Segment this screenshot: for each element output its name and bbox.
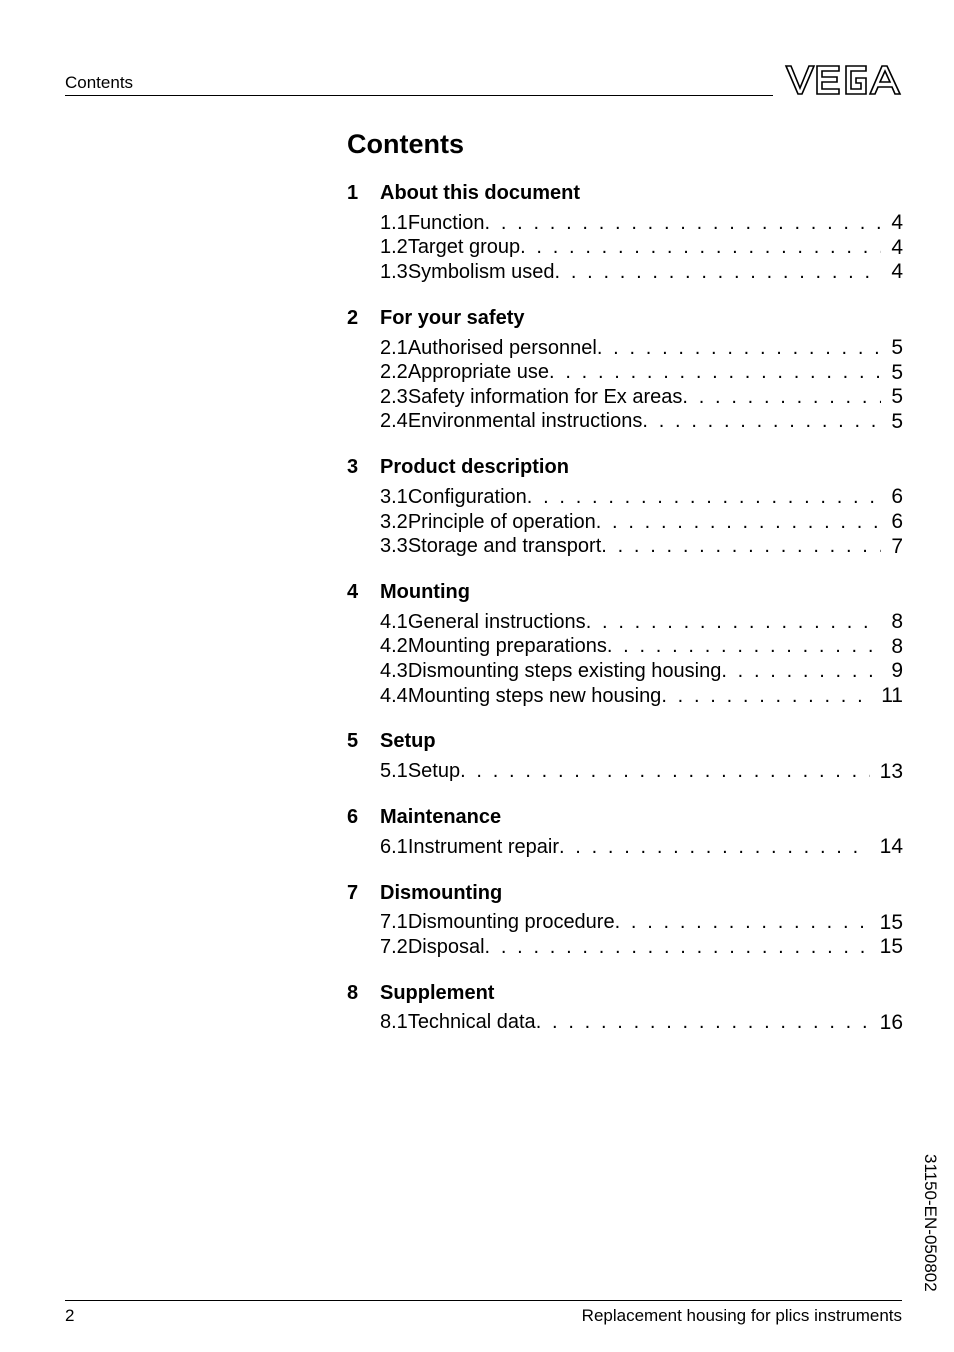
dot-leader <box>527 486 882 509</box>
dot-leader <box>661 685 871 708</box>
entry-page-number: 6 <box>891 510 903 534</box>
entry-number: 2.2 <box>380 361 408 384</box>
toc-entry[interactable] <box>347 835 903 860</box>
section-title: Product description <box>380 456 569 479</box>
dot-leader <box>549 361 881 384</box>
section-number: 3 <box>347 456 359 479</box>
entry-number: 4.2 <box>380 635 408 658</box>
vega-logo <box>784 63 902 97</box>
entry-page-number: 6 <box>891 485 903 509</box>
entry-number: 2.1 <box>380 336 408 359</box>
entry-title: Target group <box>407 236 521 259</box>
toc-section-heading[interactable] <box>347 579 903 606</box>
section-number: 2 <box>347 306 359 329</box>
entry-title: Appropriate use <box>407 361 550 384</box>
section-number: 1 <box>347 182 359 204</box>
entry-number: 7.2 <box>380 935 408 958</box>
entry-page-number: 5 <box>891 409 903 433</box>
toc-section-heading[interactable] <box>347 180 903 207</box>
toc-section <box>347 180 903 285</box>
toc-entry[interactable] <box>347 610 903 635</box>
entry-number: 4.4 <box>380 684 408 707</box>
section-title: Supplement <box>380 981 495 1004</box>
entry-title: Instrument repair <box>407 835 559 858</box>
toc-section-heading[interactable] <box>347 880 903 907</box>
entry-page-number: 4 <box>891 260 903 284</box>
entry-title: General instructions <box>407 610 586 633</box>
dot-leader <box>615 911 870 934</box>
section-title: Mounting <box>380 580 470 603</box>
entry-page-number: 4 <box>891 235 903 259</box>
entry-number: 2.3 <box>380 385 408 408</box>
toc-section <box>347 804 903 860</box>
dot-leader <box>682 386 881 409</box>
entry-number: 3.1 <box>380 485 408 508</box>
section-number: 8 <box>347 981 359 1004</box>
entry-title: Setup <box>407 760 461 783</box>
table-of-contents <box>347 180 903 1055</box>
toc-entry[interactable] <box>347 260 903 285</box>
entry-page-number: 5 <box>891 360 903 384</box>
toc-entry[interactable] <box>347 635 903 660</box>
toc-section <box>347 454 903 559</box>
toc-entry[interactable] <box>347 759 903 784</box>
toc-section-heading[interactable] <box>347 980 903 1007</box>
section-number: 6 <box>347 805 359 828</box>
entry-page-number: 9 <box>891 659 903 683</box>
entry-number: 2.4 <box>380 410 408 433</box>
entry-page-number: 15 <box>879 935 903 959</box>
document-code: 31150-EN-050802 <box>921 1154 940 1292</box>
entry-title: Dismounting steps existing housing <box>407 659 722 682</box>
header-label: Contents <box>65 73 134 92</box>
toc-entry[interactable] <box>347 684 903 709</box>
dot-leader <box>555 261 882 284</box>
entry-title: Safety information for Ex areas <box>407 385 683 408</box>
toc-entry[interactable] <box>347 236 903 261</box>
entry-page-number: 8 <box>891 610 903 634</box>
entry-number: 1.1 <box>380 211 408 234</box>
entry-page-number: 4 <box>891 211 903 235</box>
toc-entry[interactable] <box>347 336 903 361</box>
dot-leader <box>721 660 881 683</box>
section-number: 5 <box>347 730 359 753</box>
entry-page-number: 5 <box>891 336 903 360</box>
toc-section <box>347 980 903 1036</box>
entry-page-number: 14 <box>879 835 903 859</box>
entry-page-number: 15 <box>879 910 903 934</box>
entry-number: 4.3 <box>380 659 408 682</box>
entry-number: 3.2 <box>380 510 408 533</box>
entry-number: 4.1 <box>380 610 408 633</box>
entry-page-number: 11 <box>881 684 903 708</box>
entry-title: Configuration <box>407 485 527 508</box>
dot-leader <box>460 760 870 783</box>
entry-title: Dismounting procedure <box>407 911 615 934</box>
dot-leader <box>586 611 882 634</box>
toc-entry[interactable] <box>347 935 903 960</box>
dot-leader <box>642 410 881 433</box>
section-title: About this document <box>380 182 580 204</box>
section-title: Maintenance <box>380 805 502 828</box>
toc-entry[interactable] <box>347 1011 903 1036</box>
entry-title: Environmental instructions <box>407 410 643 433</box>
entry-number: 5.1 <box>380 760 408 783</box>
toc-entry[interactable] <box>347 360 903 385</box>
section-number: 4 <box>347 580 359 603</box>
entry-title: Function <box>407 211 485 234</box>
toc-section-heading[interactable] <box>347 305 903 332</box>
footer-rule <box>65 1300 902 1301</box>
footer-document-title: Replacement housing for plics instruments <box>581 1306 902 1325</box>
entry-title: Storage and transport <box>407 535 602 558</box>
toc-section-heading[interactable] <box>347 454 903 481</box>
dot-leader <box>520 236 881 259</box>
toc-entry[interactable] <box>347 510 903 535</box>
entry-title: Disposal <box>407 935 485 958</box>
entry-title: Principle of operation <box>407 510 596 533</box>
page-title: Contents <box>347 129 464 159</box>
dot-leader <box>559 836 870 859</box>
dot-leader <box>536 1011 870 1034</box>
toc-entry[interactable] <box>347 410 903 435</box>
toc-section-heading[interactable] <box>347 728 903 755</box>
entry-number: 1.3 <box>380 260 408 283</box>
footer-page-number: 2 <box>65 1306 75 1325</box>
section-title: For your safety <box>380 306 525 329</box>
section-title: Dismounting <box>380 881 503 904</box>
toc-entry[interactable] <box>347 659 903 684</box>
entry-title: Mounting steps new housing <box>407 684 662 707</box>
toc-entry[interactable] <box>347 211 903 236</box>
toc-entry[interactable] <box>347 385 903 410</box>
entry-page-number: 8 <box>891 634 903 658</box>
entry-page-number: 7 <box>891 534 903 558</box>
entry-page-number: 16 <box>879 1010 903 1034</box>
entry-page-number: 13 <box>879 759 903 783</box>
entry-title: Mounting preparations <box>407 635 607 658</box>
entry-title: Technical data <box>407 1011 536 1034</box>
dot-leader <box>596 511 882 534</box>
entry-title: Symbolism used <box>407 260 555 283</box>
dot-leader <box>597 337 881 360</box>
toc-entry[interactable] <box>347 534 903 559</box>
entry-number: 1.2 <box>380 236 408 259</box>
entry-number: 8.1 <box>380 1011 408 1034</box>
entry-number: 6.1 <box>380 835 408 858</box>
toc-entry[interactable] <box>347 485 903 510</box>
toc-section-heading[interactable] <box>347 804 903 831</box>
toc-section <box>347 305 903 434</box>
entry-page-number: 5 <box>891 385 903 409</box>
section-title: Setup <box>380 730 436 753</box>
dot-leader <box>601 535 881 558</box>
header-rule <box>65 95 773 96</box>
toc-section <box>347 880 903 960</box>
dot-leader <box>607 635 881 658</box>
section-number: 7 <box>347 881 359 904</box>
toc-section <box>347 579 903 708</box>
dot-leader <box>485 212 882 235</box>
entry-number: 3.3 <box>380 535 408 558</box>
entry-number: 7.1 <box>380 911 408 934</box>
entry-title: Authorised personnel <box>407 336 597 359</box>
dot-leader <box>485 936 870 959</box>
toc-entry[interactable] <box>347 911 903 936</box>
toc-section <box>347 728 903 784</box>
